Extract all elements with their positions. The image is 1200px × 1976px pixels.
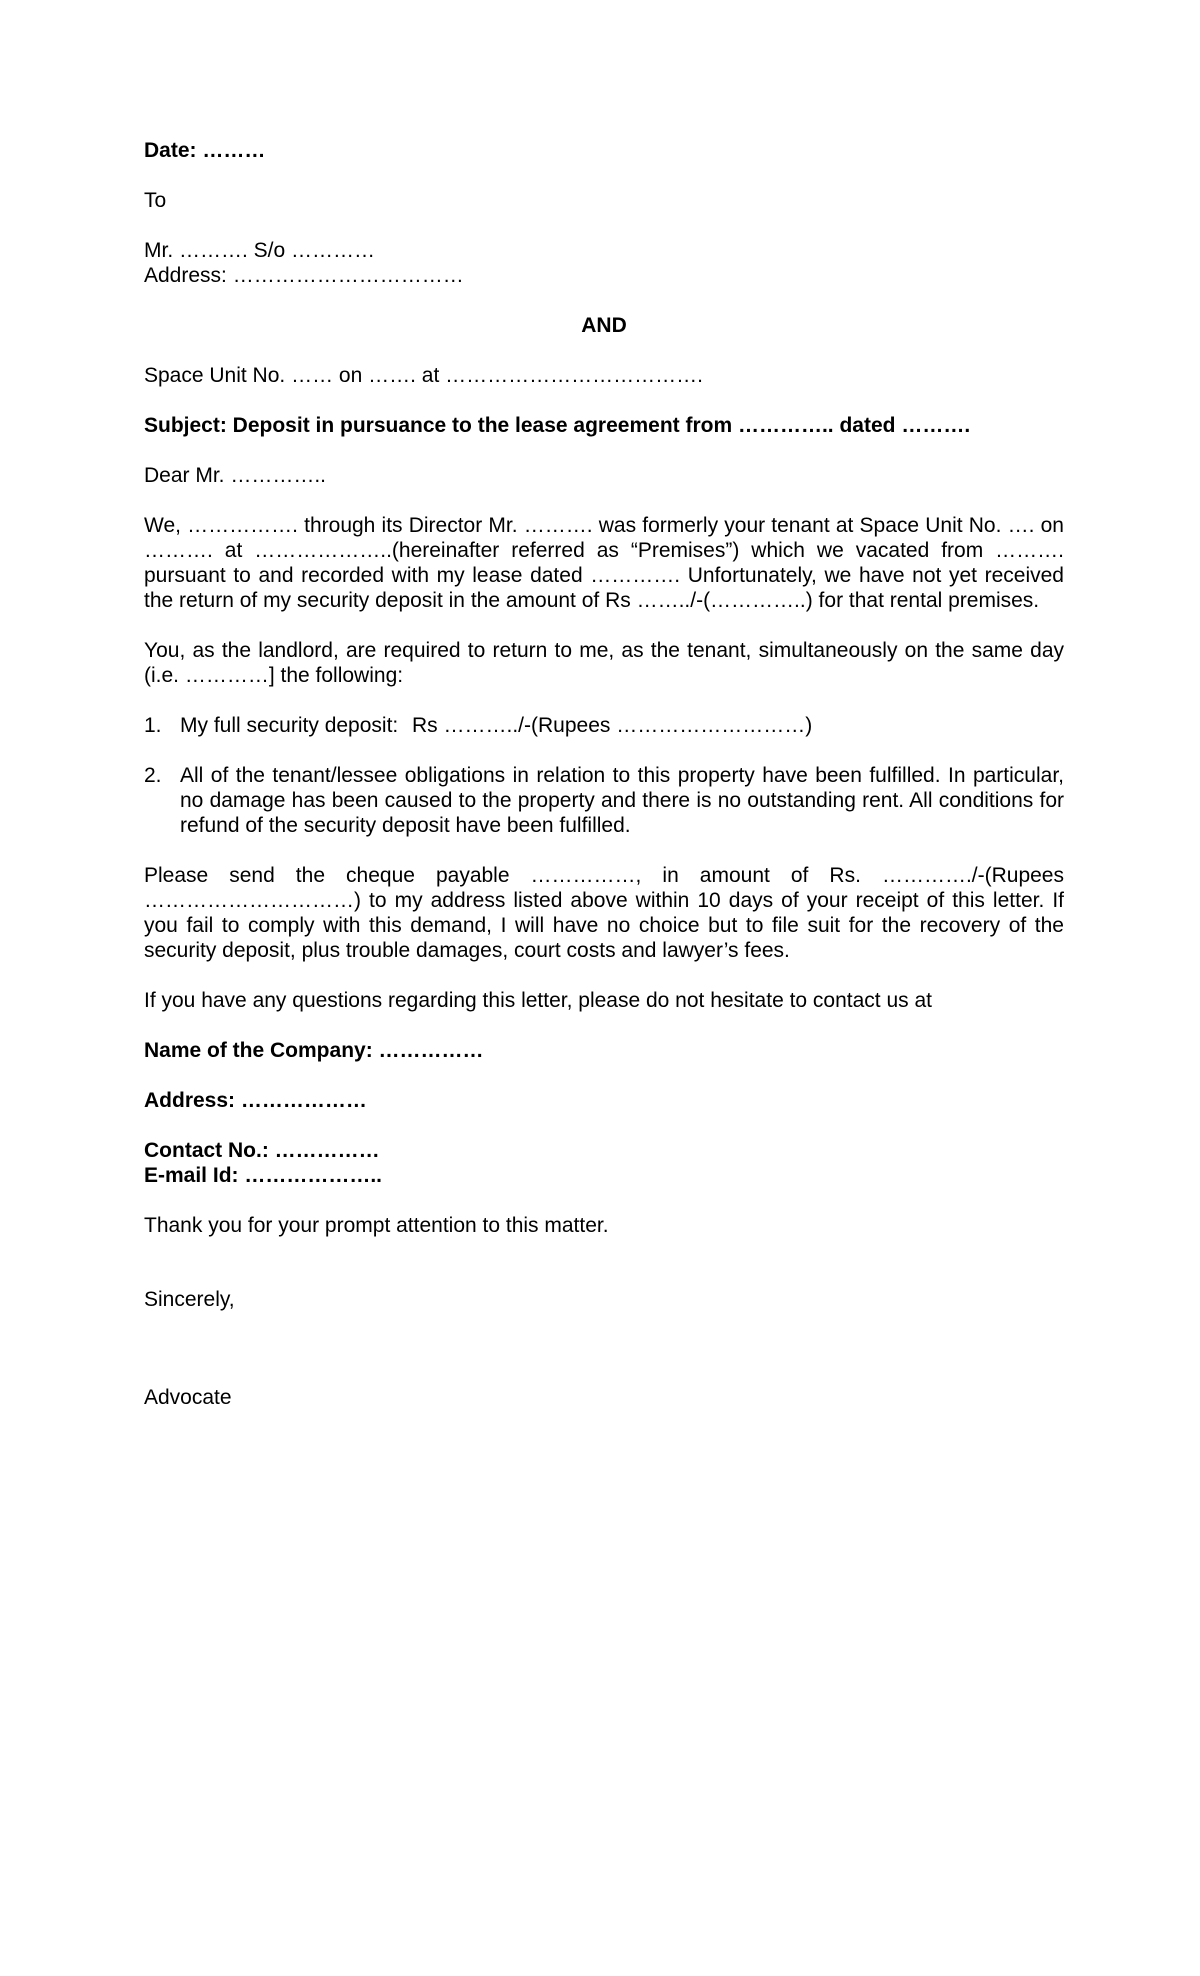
recipient-name: Mr. ………. S/o ………… bbox=[144, 239, 376, 262]
list-item bbox=[144, 713, 1064, 738]
salutation: Dear Mr. ………….. bbox=[144, 464, 327, 487]
signatory: Advocate bbox=[144, 1386, 232, 1409]
letter-page bbox=[144, 138, 1064, 1410]
to-label: To bbox=[144, 189, 167, 212]
list-item-text: All of the tenant/lessee obligations in relation to this property have been fulfilled. In particular, no damage has been caused to the property and there is no outstanding rent. All conditions for refund of the security deposit have been fulfilled. bbox=[180, 764, 1064, 837]
company-address: Address: ……………… bbox=[144, 1089, 367, 1112]
subject-line: Subject: Deposit in pursuance to the lease agreement from ………….. dated ………. bbox=[144, 414, 971, 437]
list-item bbox=[144, 763, 1064, 838]
company-name: Name of the Company: …………… bbox=[144, 1039, 484, 1062]
list-item-number: 2. bbox=[144, 764, 162, 787]
demands-list bbox=[144, 713, 1064, 838]
space-unit-line: Space Unit No. …… on ……. at ………………………………. bbox=[144, 364, 703, 387]
thanks-line: Thank you for your prompt attention to this matter. bbox=[144, 1214, 609, 1237]
email-id: E-mail Id: ……………….. bbox=[144, 1164, 383, 1187]
list-item-label: My full security deposit: bbox=[180, 714, 399, 737]
paragraph-tenancy: We, ……………. through its Director Mr. ………. was formerly your tenant at Space Unit No. …. on ………. at ………………..(hereinafter referred as “Premises”) which we vacated from ………. pursuant to and recorded with my lease dated …………. Unfortunately, we have not yet received the return of my security deposit in the amount of Rs ……../-(…………..) for that rental premises. bbox=[144, 514, 1064, 612]
closing-line: Sincerely, bbox=[144, 1288, 235, 1311]
recipient-address: Address: …………………………… bbox=[144, 264, 464, 287]
and-label: AND bbox=[581, 314, 627, 337]
list-item-text: Rs ………../-(Rupees ………………………) bbox=[412, 714, 813, 737]
list-item-number: 1. bbox=[144, 714, 162, 737]
contact-number: Contact No.: …………… bbox=[144, 1139, 380, 1162]
date-line: Date: ……… bbox=[144, 139, 266, 162]
paragraph-payment-demand: Please send the cheque payable ……………, in amount of Rs. …………./-(Rupees …………………………) to my address listed above within 10 days of your receipt of this letter. If you fail to comply with this demand, I will have no choice but to file suit for the recovery of the security deposit, plus trouble damages, court costs and lawyer’s fees. bbox=[144, 864, 1064, 962]
paragraph-questions: If you have any questions regarding this letter, please do not hesitate to contact us at bbox=[144, 989, 933, 1012]
paragraph-landlord-obligation: You, as the landlord, are required to return to me, as the tenant, simultaneously on the same day (i.e. …………] the following: bbox=[144, 639, 1064, 687]
